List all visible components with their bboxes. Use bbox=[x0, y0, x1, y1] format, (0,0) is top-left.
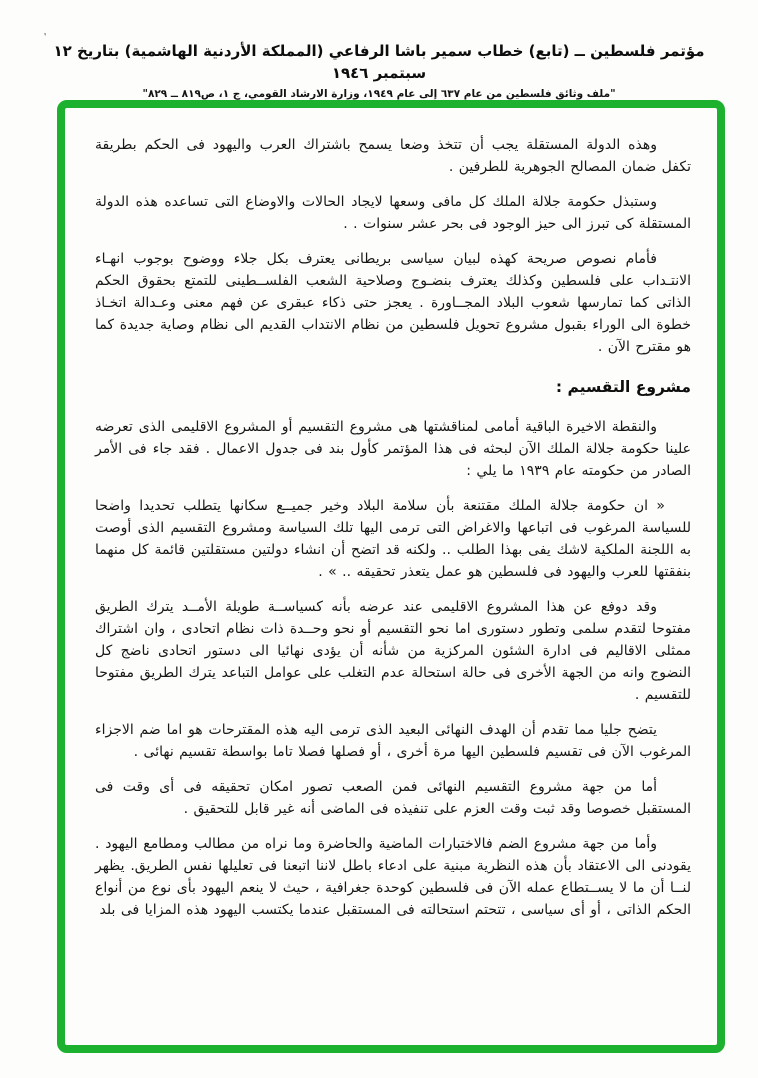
document-paragraph: وأما من جهة مشروع الضم فالاختبارات الماضية والحاضرة وما نراه من مطالب ومطامع اليهود . يقودنى الى الاعتقاد بأن هذه النظرية مبنية على ادعاء باطل لاننا اتبعنا فى تعليلها نفس الطريق. يظهر لنــا أن ما لا يســتطاع عمله الآن فى فلسطين كوحدة جغرافية ، حيث لا ينعم اليهود بأى نوع من أنواع الحكم الذاتى ، أو أى سياسى ، تتحتم استحالته فى المستقبل عندما يكتسب اليهود هذه المزايا فى بلد bbox=[95, 836, 691, 918]
document-paragraph: يتضح جليا مما تقدم أن الهدف النهائى البعيد الذى ترمى اليه هذه المقترحات هو اما ضم الاجزاء المرغوب الآن فى تقسيم فلسطين اليها مرة أخرى ، أو فصلها فصلا تاما بواسطة تقسيم نهائى . bbox=[95, 722, 691, 760]
document-paragraph: أما من جهة مشروع التقسيم النهائى فمن الصعب تصور امكان تحقيقه فى أى وقت فى المستقبل خصوصا وقد ثبت وقت العزم على تنفيذه فى الماضى أنه غير قابل للتحقيق . bbox=[95, 779, 691, 817]
green-border-frame bbox=[57, 100, 725, 1053]
scan-artifact: ’ bbox=[42, 31, 51, 44]
document-header bbox=[30, 40, 728, 100]
document-paragraph: فأمام نصوص صريحة كهذه لبيان سياسى بريطانى يعترف بكل جلاء ووضوح بوجوب انهـاء الانتـداب على فلسطين وكذلك يعترف بنضـوج وصلاحية الشعب الفلســطينى للتمتع بحقوق الحكم الذاتى كما تمارسها شعوب البلاد المجــاورة . يعجز حتى ذكاء عبقرى عن فهم معنى وعـدالة اتخـاذ خطوة الى الوراء بقبول مشروع تحويل فلسطين من نظام الانتداب القديم الى نظام وصاية جديدة كما هو مقترح الآن . bbox=[95, 251, 691, 355]
document-paragraph: وستبذل حكومة جلالة الملك كل مافى وسعها لايجاد الحالات والاوضاع التى تساعده هذه الدولة المستقلة كى تبرز الى حيز الوجود فى بحر عشر سنوات . . bbox=[95, 194, 691, 232]
section-heading: مشروع التقسيم : bbox=[555, 378, 691, 396]
document-quote-paragraph: « ان حكومة جلالة الملك مقتنعة بأن سلامة البلاد وخير جميــع سكانها يتطلب تحديدا واضحا للسياسة المرغوب فى اتباعها والاغراض التى ترمى اليها تلك السياسة ومشروع التقسيم الذى أوصت به اللجنة الملكية لاشك يفى بهذا الطلب .. ولكنه قد اتضح أن انشاء دولتين مستقلتين قائمة كل منهما بنفقتها للعرب واليهود فى فلسطين هو عمل يتعذر تحقيقه .. » . bbox=[95, 498, 691, 580]
document-body bbox=[65, 108, 717, 921]
document-paragraph: والنقطة الاخيرة الباقية أمامى لمناقشتها هى مشروع التقسيم أو المشروع الاقليمى الذى تعرضه علينا حكومة جلالة الملك الآن لبحثه فى هذا المؤتمر كأول بند فى جدول الاعمال . فقد جاء فى الأمر الصادر من حكومته عام ١٩٣٩ ما يلي : bbox=[95, 419, 691, 479]
document-paragraph: وقد دوفع عن هذا المشروع الاقليمى عند عرضه بأنه كسياســة طويلة الأمــد يترك الطريق مفتوحا لتقدم سلمى وتطور دستورى اما نحو التقسيم أو نحو وحــدة ذات نظام اتحادى ، وان اشتراك ممثلى الاقاليم فى ادارة الشئون المركزية من شأنه أن يؤدى نهائيا الى دستور اتحادى ناضج كل النضوج وانه من الجهة الأخرى فى حالة استحالة عدم التغلب على عوامل التباعد يترك الطريق مفتوحا للتقسيم . bbox=[95, 599, 691, 703]
page-title: مؤتمر فلسطين ــ (تابع) خطاب سمير باشا الرفاعي (المملكة الأردنية الهاشمية) بتاريخ ١٢ سبتمبر ١٩٤٦ bbox=[53, 42, 705, 82]
document-paragraph: وهذه الدولة المستقلة يجب أن تتخذ وضعا يسمح باشتراك العرب واليهود فى الحكم بطريقة تكفل ضمان المصالح الجوهرية للطرفين . bbox=[95, 137, 691, 175]
page-subtitle: "ملف وثائق فلسطين من عام ٦٣٧ إلى عام ١٩٤٩، وزارة الارشاد القومي، ج ١، ص٨١٩ ــ ٨٢٩" bbox=[142, 88, 616, 100]
